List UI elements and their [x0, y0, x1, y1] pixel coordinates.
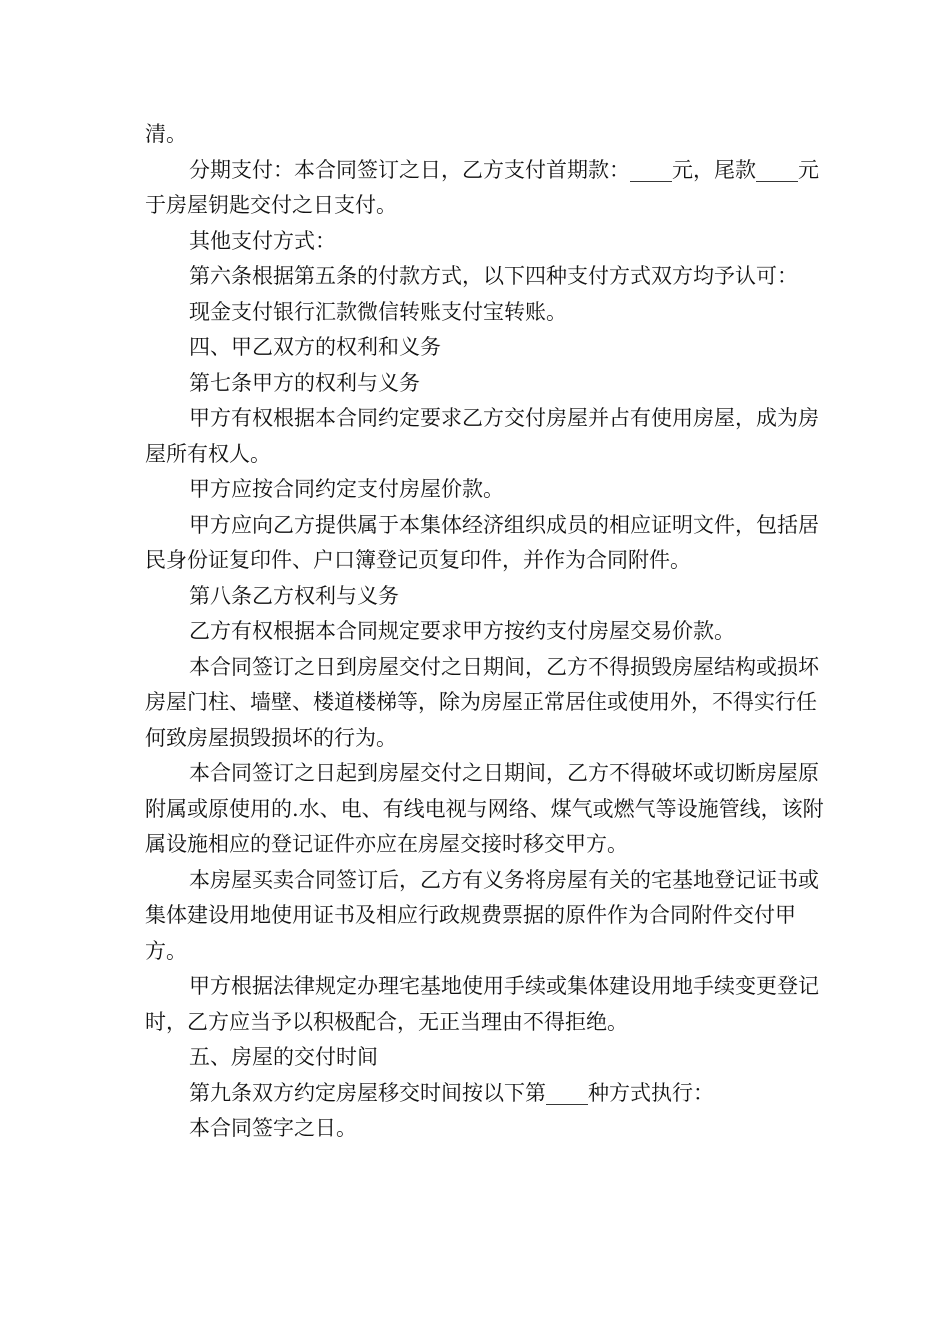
- paragraph: 本合同签订之日起到房屋交付之日期间，乙方不得破坏或切断房屋原附属或原使用的.水、电、有线电视与网络、煤气或燃气等设施管线，该附属设施相应的登记证件亦应在房屋交接时移交甲方。: [145, 761, 824, 856]
- paragraph: 本合同签订之日到房屋交付之日期间，乙方不得损毁房屋结构或损坏房屋门柱、墙壁、楼道楼梯等，除为房屋正常居住或使用外，不得实行任何致房屋损毁损坏的行为。: [145, 654, 819, 750]
- section-heading: 五、房屋的交付时间: [189, 1045, 378, 1069]
- document-body: [145, 117, 825, 1147]
- paragraph: 甲方有权根据本合同约定要求乙方交付房屋并占有使用房屋，成为房屋所有权人。: [145, 406, 819, 466]
- paragraph: 甲方应按合同约定支付房屋价款。: [189, 477, 504, 501]
- article-heading: 第八条乙方权利与义务: [189, 583, 399, 608]
- paragraph: 本房屋买卖合同签订后，乙方有义务将房屋有关的宅基地登记证书或集体建设用地使用证书及相应行政规费票据的原件作为合同附件交付甲方。: [145, 867, 819, 963]
- paragraph: 第六条根据第五条的付款方式，以下四种支付方式双方均予认可：: [189, 264, 798, 288]
- paragraph: 分期支付：本合同签订之日，乙方支付首期款：____元，尾款____元于房屋钥匙交付之日支付。: [145, 157, 819, 217]
- paragraph: 乙方有权根据本合同规定要求甲方按约支付房屋交易价款。: [189, 619, 735, 643]
- paragraph: 甲方根据法律规定办理宅基地使用手续或集体建设用地手续变更登记时，乙方应当予以积极配合，无正当理由不得拒绝。: [145, 974, 819, 1034]
- paragraph: 清。: [145, 122, 187, 146]
- paragraph: 第九条双方约定房屋移交时间按以下第____种方式执行：: [189, 1080, 714, 1105]
- paragraph: 其他支付方式：: [189, 228, 336, 253]
- paragraph: 甲方应向乙方提供属于本集体经济组织成员的相应证明文件，包括居民身份证复印件、户口簿登记页复印件，并作为合同附件。: [145, 512, 819, 572]
- paragraph: 现金支付银行汇款微信转账支付宝转账。: [189, 299, 567, 324]
- paragraph: 本合同签字之日。: [189, 1116, 357, 1140]
- section-heading: 四、甲乙双方的权利和义务: [189, 335, 441, 359]
- article-heading: 第七条甲方的权利与义务: [189, 370, 420, 395]
